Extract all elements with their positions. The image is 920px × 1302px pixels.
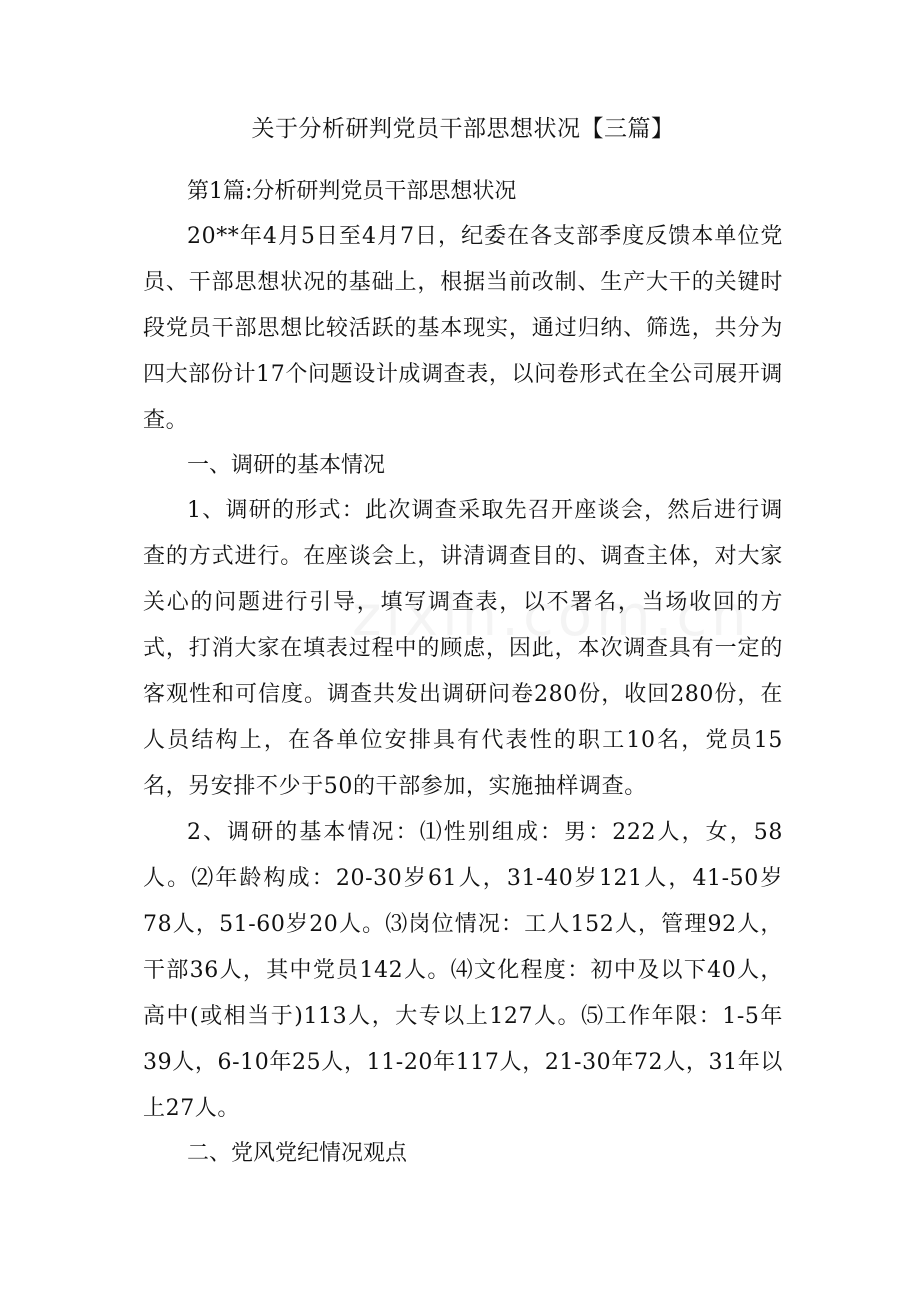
section1-paragraph-1: 1、调研的形式：此次调查采取先召开座谈会，然后进行调查的方式进行。在座谈会上，讲清调查目的、调查主体，对大家关心的问题进行引导，填写调查表，以不署名，当场收回的方式，打消大家在填表过程中的顾虑，因此，本次调查具有一定的客观性和可信度。调查共发出调研问卷280份，收回280份，在人员结构上，在各单位安排具有代表性的职工10名，党员15名，另安排不少于50的干部参加，实施抽样调查。 — [143, 498, 783, 799]
document-body — [143, 108, 783, 1176]
part-heading: 第1篇:分析研判党员干部思想状况 — [187, 179, 517, 204]
intro-paragraph: 20**年4月5日至4月7日，纪委在各支部季度反馈本单位党员、干部思想状况的基础上，根据当前改制、生产大干的关键时段党员干部思想比较活跃的基本现实，通过归纳、筛选，共分为四大部份计17个问题设计成调查表，以问卷形式在全公司展开调查。 — [143, 224, 783, 433]
section-heading-1: 一、调研的基本情况 — [187, 453, 386, 478]
section-heading-2: 二、党风党纪情况观点 — [187, 1141, 408, 1166]
section1-paragraph-2: 2、调研的基本情况：⑴性别组成：男：222人，女，58人。⑵年龄构成：20-30岁61人，31-40岁121人，41-50岁78人，51-60岁20人。⑶岗位情况：工人152人，管理92人，干部36人，其中党员142人。⑷文化程度：初中及以下40人，高中(或相当于)113人，大专以上127人。⑸工作年限：1-5年39人，6-10年25人，11-20年117人，21-30年72人，31年以上27人。 — [143, 820, 783, 1121]
document-title: 关于分析研判党员干部思想状况【三篇】 — [251, 116, 675, 142]
